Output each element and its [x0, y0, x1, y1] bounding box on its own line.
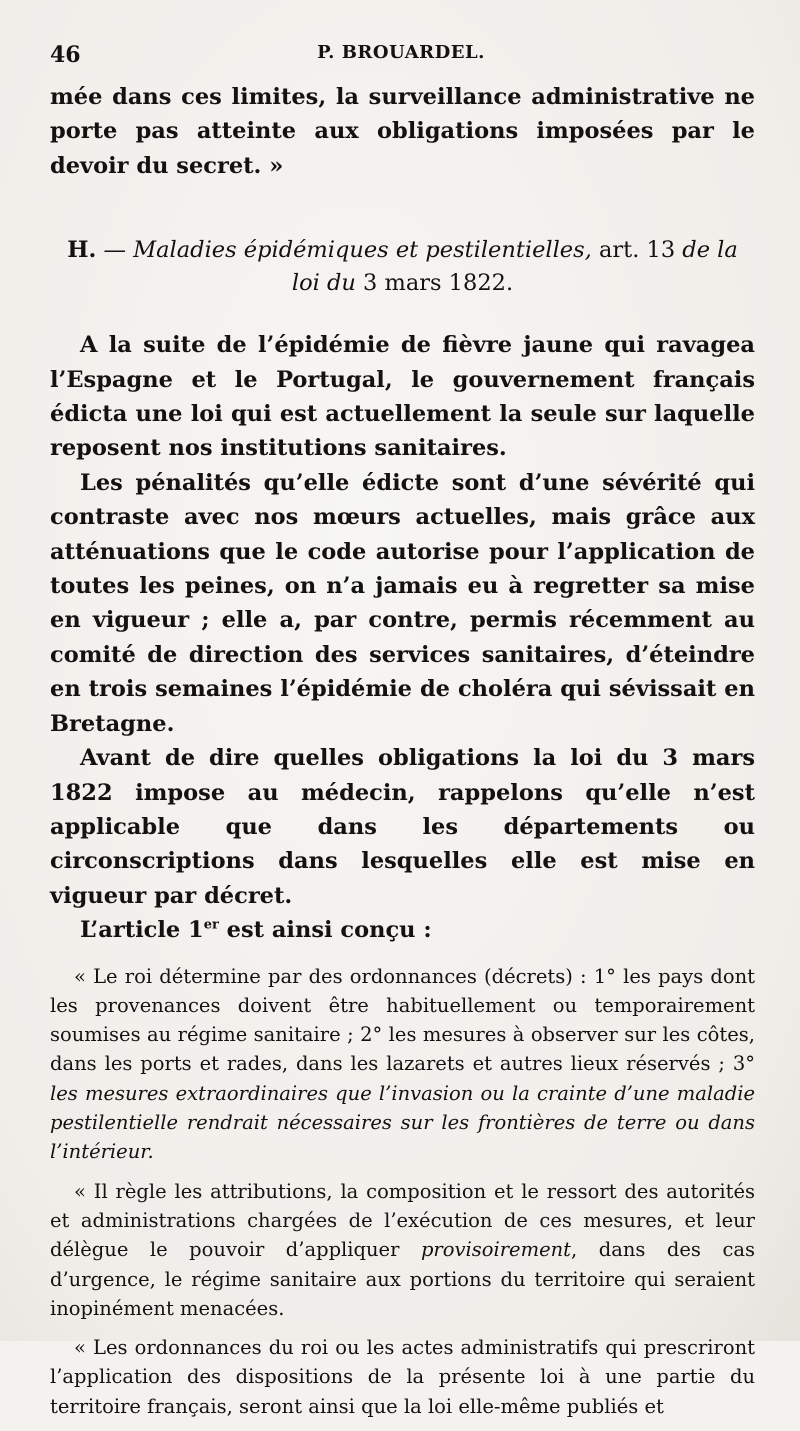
quote-paragraph-3: « Les ordonnances du roi ou les actes administratifs qui prescriront l’application des dispositions de la présente loi à une partie du territoire français, seront ainsi que la loi elle-même publiés et — [50, 1336, 755, 1418]
page-number: 46 — [50, 42, 81, 68]
quote-1-emphasis: les mesures extraordinaires que l’invasion ou la crainte d’une maladie pestilentielle rendrait nécessaires sur les frontières de terre ou dans l’intérieur. — [50, 1081, 755, 1164]
heading-date: 3 mars 1822. — [363, 270, 514, 297]
section-heading — [50, 234, 755, 300]
quoted-article — [50, 962, 755, 1421]
article-label: L’article 1 — [80, 917, 204, 944]
paragraph-article — [50, 913, 755, 947]
quote-1-text: « Le roi détermine par des ordonnances (décrets) : 1° les pays dont les provenances doivent être habituellement ou temporairement soumises au régime sanitaire ; 2° les mesures à observer sur les côtes, dans les ports et rades, dans les lazarets et autres lieux réservés ; 3° — [50, 964, 755, 1076]
heading-article: art. 13 — [598, 237, 676, 264]
heading-letter: H. — [67, 237, 97, 264]
paragraph-penalites: Les pénalités qu’elle édicte sont d’une sévérité qui contraste avec nos mœurs actuelles, mais grâce aux atténuations que le code autorise pour l’application de toutes les peines, on n’a jamais eu à regretter sa mise en vigueur ; elle a, par contre, permis récemment au comité de direction des services sanitaires, d’éteindre en trois semaines l’épidémie de choléra qui sévissait en Bretagne. — [50, 469, 755, 737]
quote-paragraph-2 — [50, 1177, 755, 1323]
paragraph-epidemie: A la suite de l’épidémie de fièvre jaune qui ravagea l’Espagne et le Portugal, le gouvernement français édicta une loi qui est actuellement la seule sur laquelle reposent nos institutions sanitaires. — [50, 332, 755, 462]
quote-2-emphasis: provisoirement — [420, 1238, 572, 1262]
paragraph-obligations: Avant de dire quelles obligations la loi du 3 mars 1822 impose au médecin, rappelons qu’elle n’est applicable que dans les départements ou circonscriptions dans lesquelles elle est mise en vigueur par décret. — [50, 745, 755, 909]
quote-2-text: « Il règle les attributions, la composition et le ressort des autorités et administrations chargées de l’exécution de ces mesures, et leur délègue le pouvoir d’appliquer — [50, 1179, 755, 1262]
article-superscript: er — [203, 917, 219, 933]
heading-de-la-loi: de la loi du — [291, 237, 738, 297]
paragraph-continuation: mée dans ces limites, la surveillance administrative ne porte pas atteinte aux obligations imposées par le devoir du secret. » — [50, 84, 755, 179]
page-header — [50, 38, 752, 68]
running-head: P. BROUARDEL. — [317, 42, 485, 63]
page-body — [50, 80, 755, 1431]
article-tail: est ainsi conçu : — [218, 917, 432, 944]
quote-2-tail: , dans des cas d’urgence, le régime sanitaire aux portions du territoire qui seraient inopinément menacées. — [50, 1238, 755, 1320]
quote-paragraph-1 — [50, 962, 755, 1167]
heading-title: — Maladies épidémiques et pestilentielles, — [96, 237, 599, 264]
